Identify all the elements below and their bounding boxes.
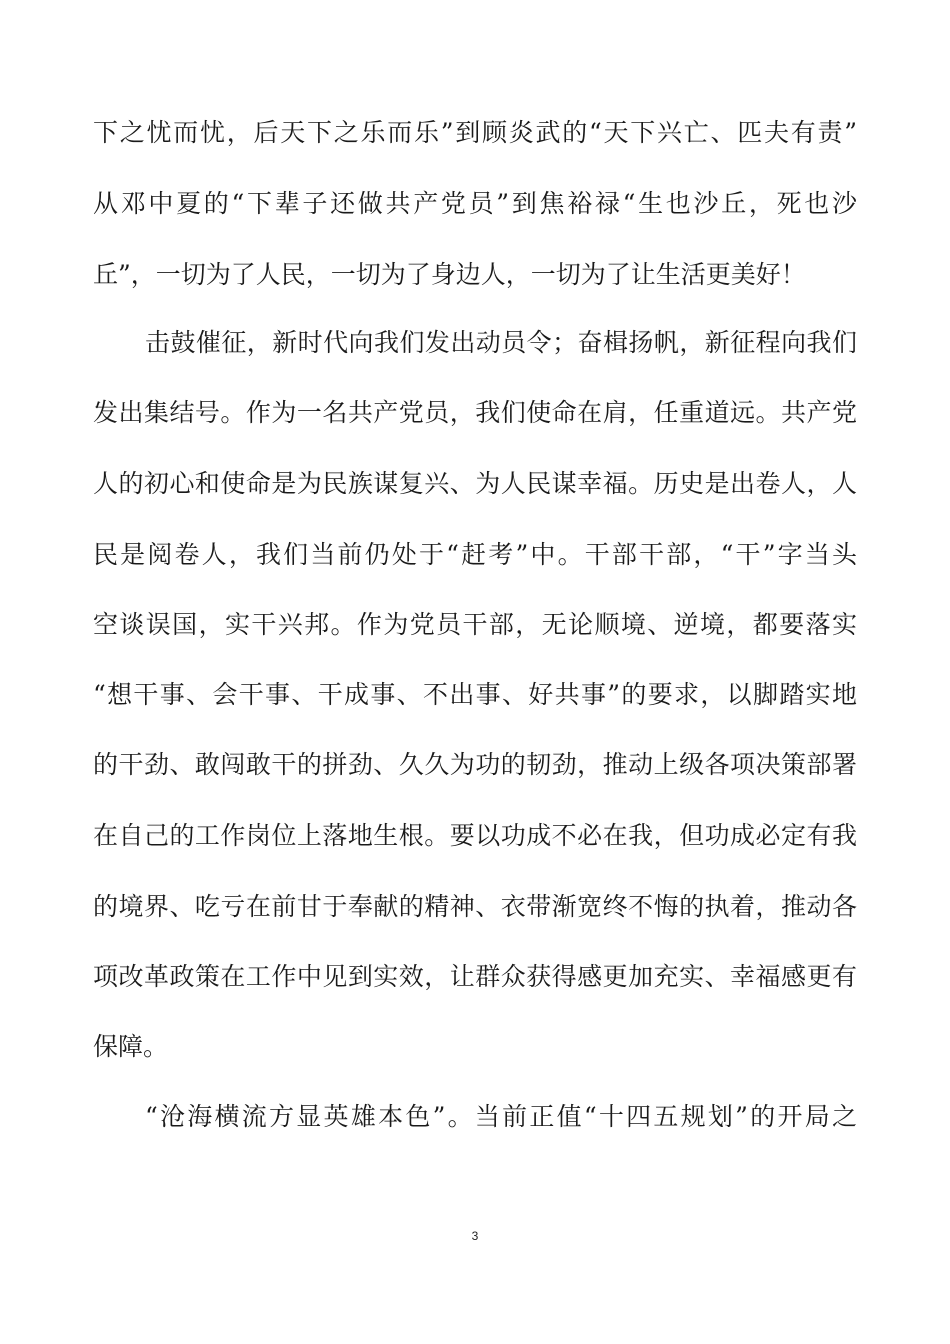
page-number: 3 (471, 1229, 479, 1243)
text-line: 丘”，一切为了人民，一切为了身边人，一切为了让生活更美好！ (93, 260, 806, 289)
text-line: 在自己的工作岗位上落地生根。要以功成不必在我，但功成必定有我 (93, 821, 857, 850)
text-line: 的境界、吃亏在前甘于奉献的精神、衣带渐宽终不悔的执着，推动各 (93, 892, 857, 921)
text-line: 项改革政策在工作中见到实效，让群众获得感更加充实、幸福感更有 (93, 962, 857, 991)
paragraph-first-line: “沧海横流方显英雄本色”。当前正值“十四五规划”的开局之 (145, 1102, 857, 1131)
text-line: 发出集结号。作为一名共产党员，我们使命在肩，任重道远。共产党 (93, 398, 857, 427)
text-line: 的干劲、敢闯敢干的拼劲、久久为功的韧劲，推动上级各项决策部署 (93, 750, 857, 779)
paragraph-first-line: 击鼓催征，新时代向我们发出动员令；奋楫扬帆，新征程向我们 (145, 328, 857, 357)
text-line: 从邓中夏的“下辈子还做共产党员”到焦裕禄“生也沙丘，死也沙 (93, 189, 857, 218)
text-line: 民是阅卷人，我们当前仍处于“赶考”中。干部干部，“干”字当头 (93, 540, 857, 569)
text-line: 人的初心和使命是为民族谋复兴、为人民谋幸福。历史是出卷人，人 (93, 469, 857, 498)
text-line: “想干事、会干事、干成事、不出事、好共事”的要求，以脚踏实地 (93, 680, 857, 709)
text-line: 保障。 (93, 1032, 169, 1061)
text-line: 空谈误国，实干兴邦。作为党员干部，无论顺境、逆境，都要落实 (93, 610, 857, 639)
text-line: 下之忧而忧，后天下之乐而乐”到顾炎武的“天下兴亡、匹夫有责” (93, 118, 857, 147)
